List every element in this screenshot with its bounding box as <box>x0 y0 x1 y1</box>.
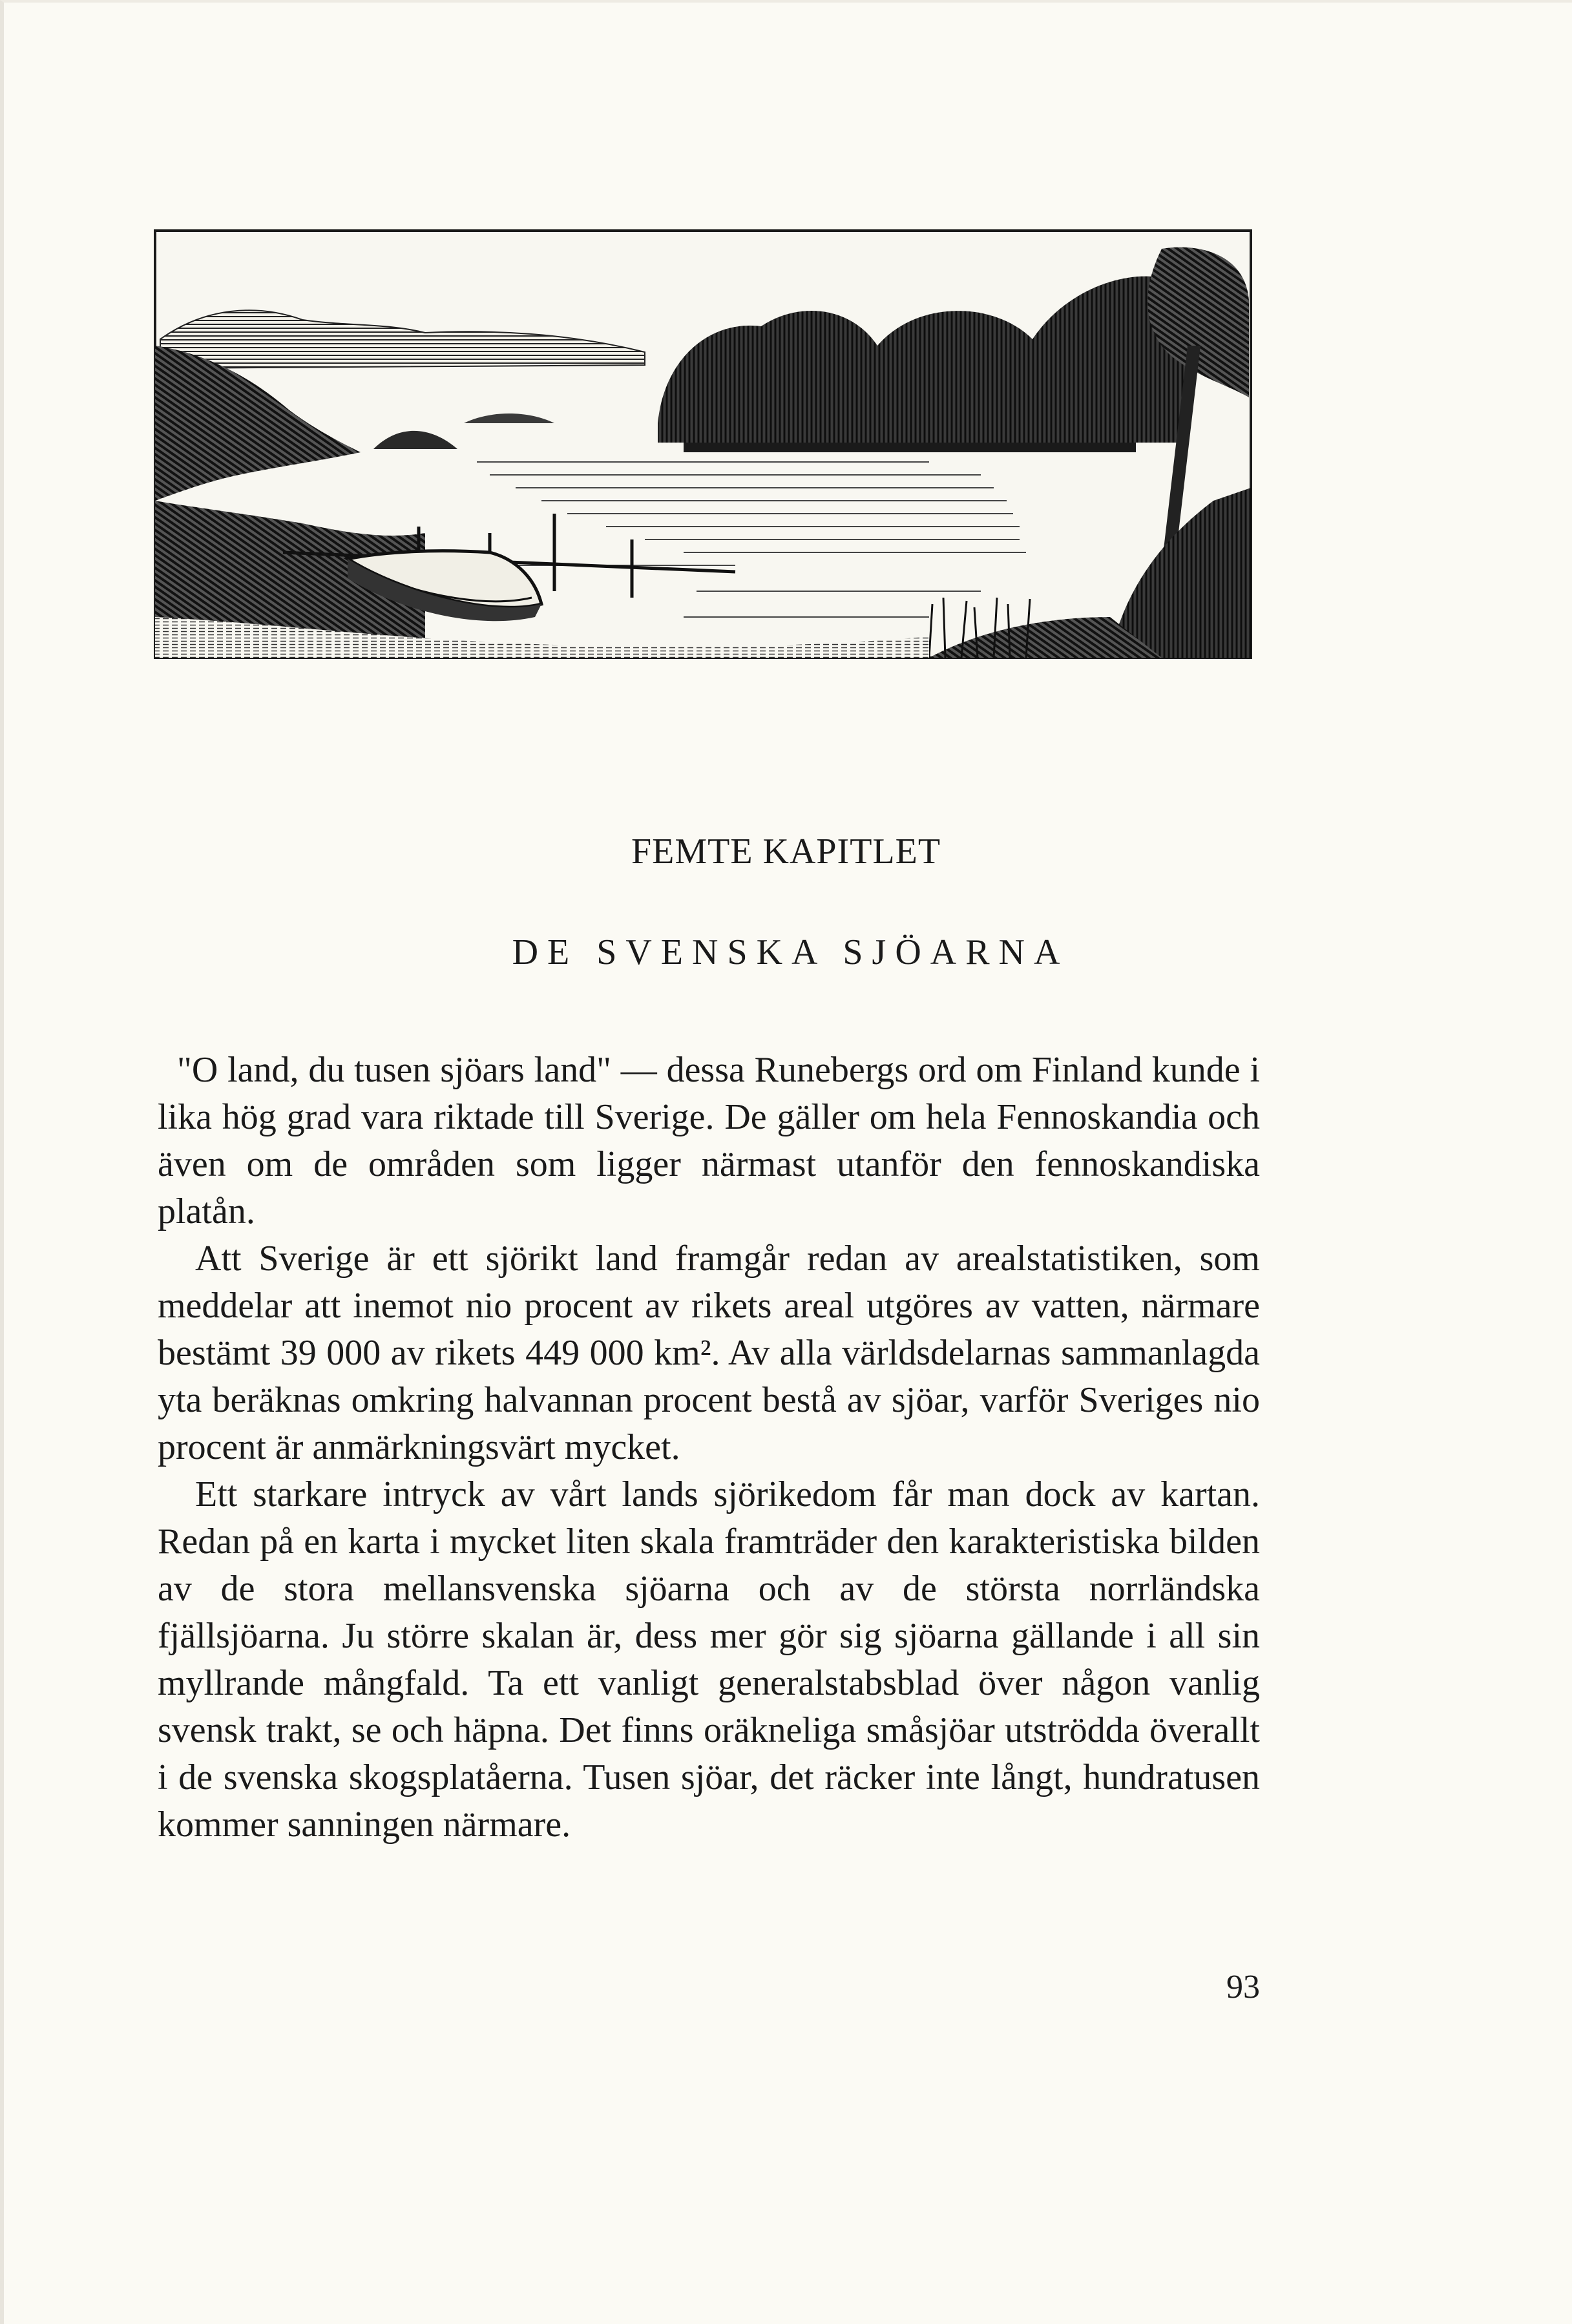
paragraph: Att Sverige är ett sjörikt land framgår redan av arealstatistiken, som meddelar att inemot nio procent av rikets areal utgöres av vatten, närmare bestämt 39 000 av rikets 449 000 km². Av alla världsdelarnas sammanlagda yta beräknas omkring halvannan procent bestå av sjöar, varför Sveriges nio procent är anmärkningsvärt mycket. <box>158 1239 1260 1467</box>
chapter-title: DE SVENSKA SJÖARNA <box>512 932 1069 972</box>
paragraph: "O land, du tusen sjöars land" — dessa Runebergs ord om Finland kunde i lika hög grad vara riktade till Sverige. De gäller om hela Fennoskandia och även om de områden som ligger närmast utanför den fennoskandiska platån. <box>158 1050 1260 1231</box>
woodcut-lake-landscape-icon <box>154 229 1252 659</box>
chapter-body <box>158 1047 1260 1848</box>
page-number: 93 <box>1226 1969 1260 2005</box>
paragraph: Ett starkare intryck av vårt lands sjörikedom får man dock av kartan. Redan på en karta i mycket liten skala framträder den karakteristiska bilden av de stora mellansvenska sjöarna och av de största norrländska fjällsjöarna. Ju större skalan är, dess mer gör sig sjöarna gällande i all sin myllrande mångfald. Ta ett vanligt generalstabsblad över någon vanlig svensk trakt, se och häpna. Det finns oräkneliga småsjöar utströdda överallt i de svenska skogsplatåerna. Tusen sjöar, det räcker inte långt, hundratusen kommer sanningen närmare. <box>158 1474 1260 1845</box>
chapter-label: FEMTE KAPITLET <box>631 832 941 872</box>
